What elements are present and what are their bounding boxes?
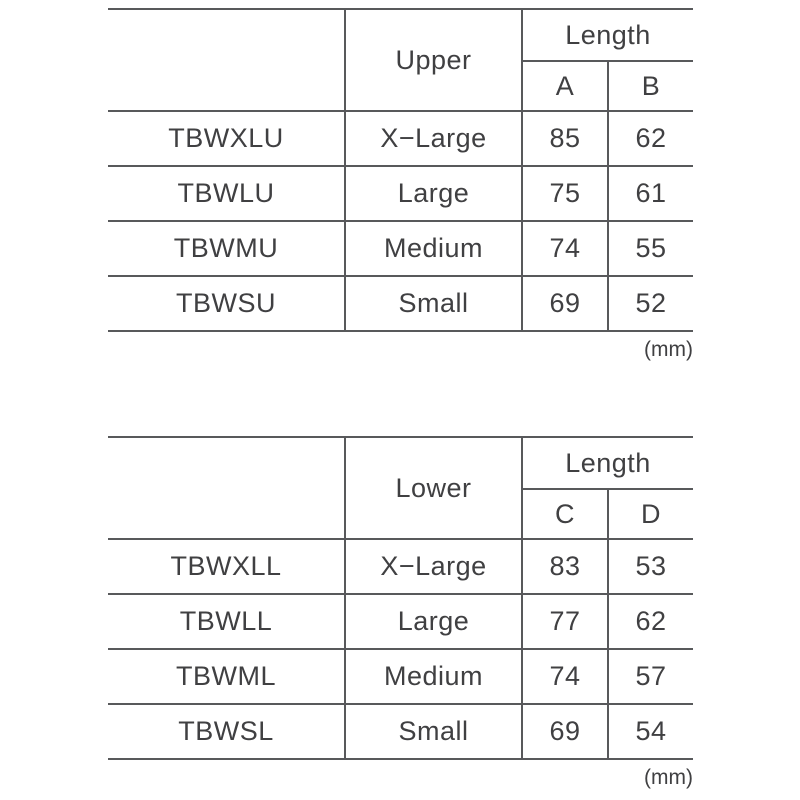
- blank-header-cell: [108, 437, 345, 539]
- table-row: [108, 649, 693, 704]
- size-cell: Small: [345, 704, 522, 759]
- unit-label: (mm): [644, 338, 693, 361]
- size-cell: Small: [345, 276, 522, 331]
- upper-spec-table: [108, 8, 693, 332]
- length-b-cell: 61: [608, 166, 693, 221]
- size-cell: Medium: [345, 649, 522, 704]
- length-d-cell: 57: [608, 649, 693, 704]
- model-code-cell: TBWML: [108, 649, 345, 704]
- table-row: [108, 276, 693, 331]
- length-d-cell: 62: [608, 594, 693, 649]
- length-group-header: Length: [522, 437, 693, 489]
- table-gap: [108, 363, 693, 436]
- length-d-header: D: [608, 489, 693, 539]
- size-cell: Large: [345, 166, 522, 221]
- length-a-cell: 74: [522, 221, 608, 276]
- length-b-cell: 55: [608, 221, 693, 276]
- blank-header-cell: [108, 9, 345, 111]
- size-cell: Medium: [345, 221, 522, 276]
- length-group-header: Length: [522, 9, 693, 61]
- model-code-cell: TBWLL: [108, 594, 345, 649]
- length-d-cell: 54: [608, 704, 693, 759]
- model-code-cell: TBWLU: [108, 166, 345, 221]
- length-c-cell: 69: [522, 704, 608, 759]
- table-row: [108, 221, 693, 276]
- length-d-cell: 53: [608, 539, 693, 594]
- length-b-cell: 52: [608, 276, 693, 331]
- model-code-cell: TBWSU: [108, 276, 345, 331]
- table-row: [108, 166, 693, 221]
- model-code-cell: TBWSL: [108, 704, 345, 759]
- category-header: Lower: [345, 437, 522, 539]
- model-code-cell: TBWXLU: [108, 111, 345, 166]
- length-a-cell: 85: [522, 111, 608, 166]
- size-cell: X−Large: [345, 111, 522, 166]
- length-a-cell: 75: [522, 166, 608, 221]
- unit-label: (mm): [644, 766, 693, 789]
- lower-spec-table: [108, 436, 693, 760]
- category-header: Upper: [345, 9, 522, 111]
- spec-tables: [108, 8, 693, 791]
- size-cell: Large: [345, 594, 522, 649]
- table-row: [108, 704, 693, 759]
- table-row: [108, 111, 693, 166]
- length-c-cell: 77: [522, 594, 608, 649]
- length-c-cell: 83: [522, 539, 608, 594]
- model-code-cell: TBWXLL: [108, 539, 345, 594]
- length-b-cell: 62: [608, 111, 693, 166]
- length-a-cell: 69: [522, 276, 608, 331]
- model-code-cell: TBWMU: [108, 221, 345, 276]
- length-c-header: C: [522, 489, 608, 539]
- table-row: [108, 539, 693, 594]
- table-row: [108, 594, 693, 649]
- length-c-cell: 74: [522, 649, 608, 704]
- size-cell: X−Large: [345, 539, 522, 594]
- length-a-header: A: [522, 61, 608, 111]
- length-b-header: B: [608, 61, 693, 111]
